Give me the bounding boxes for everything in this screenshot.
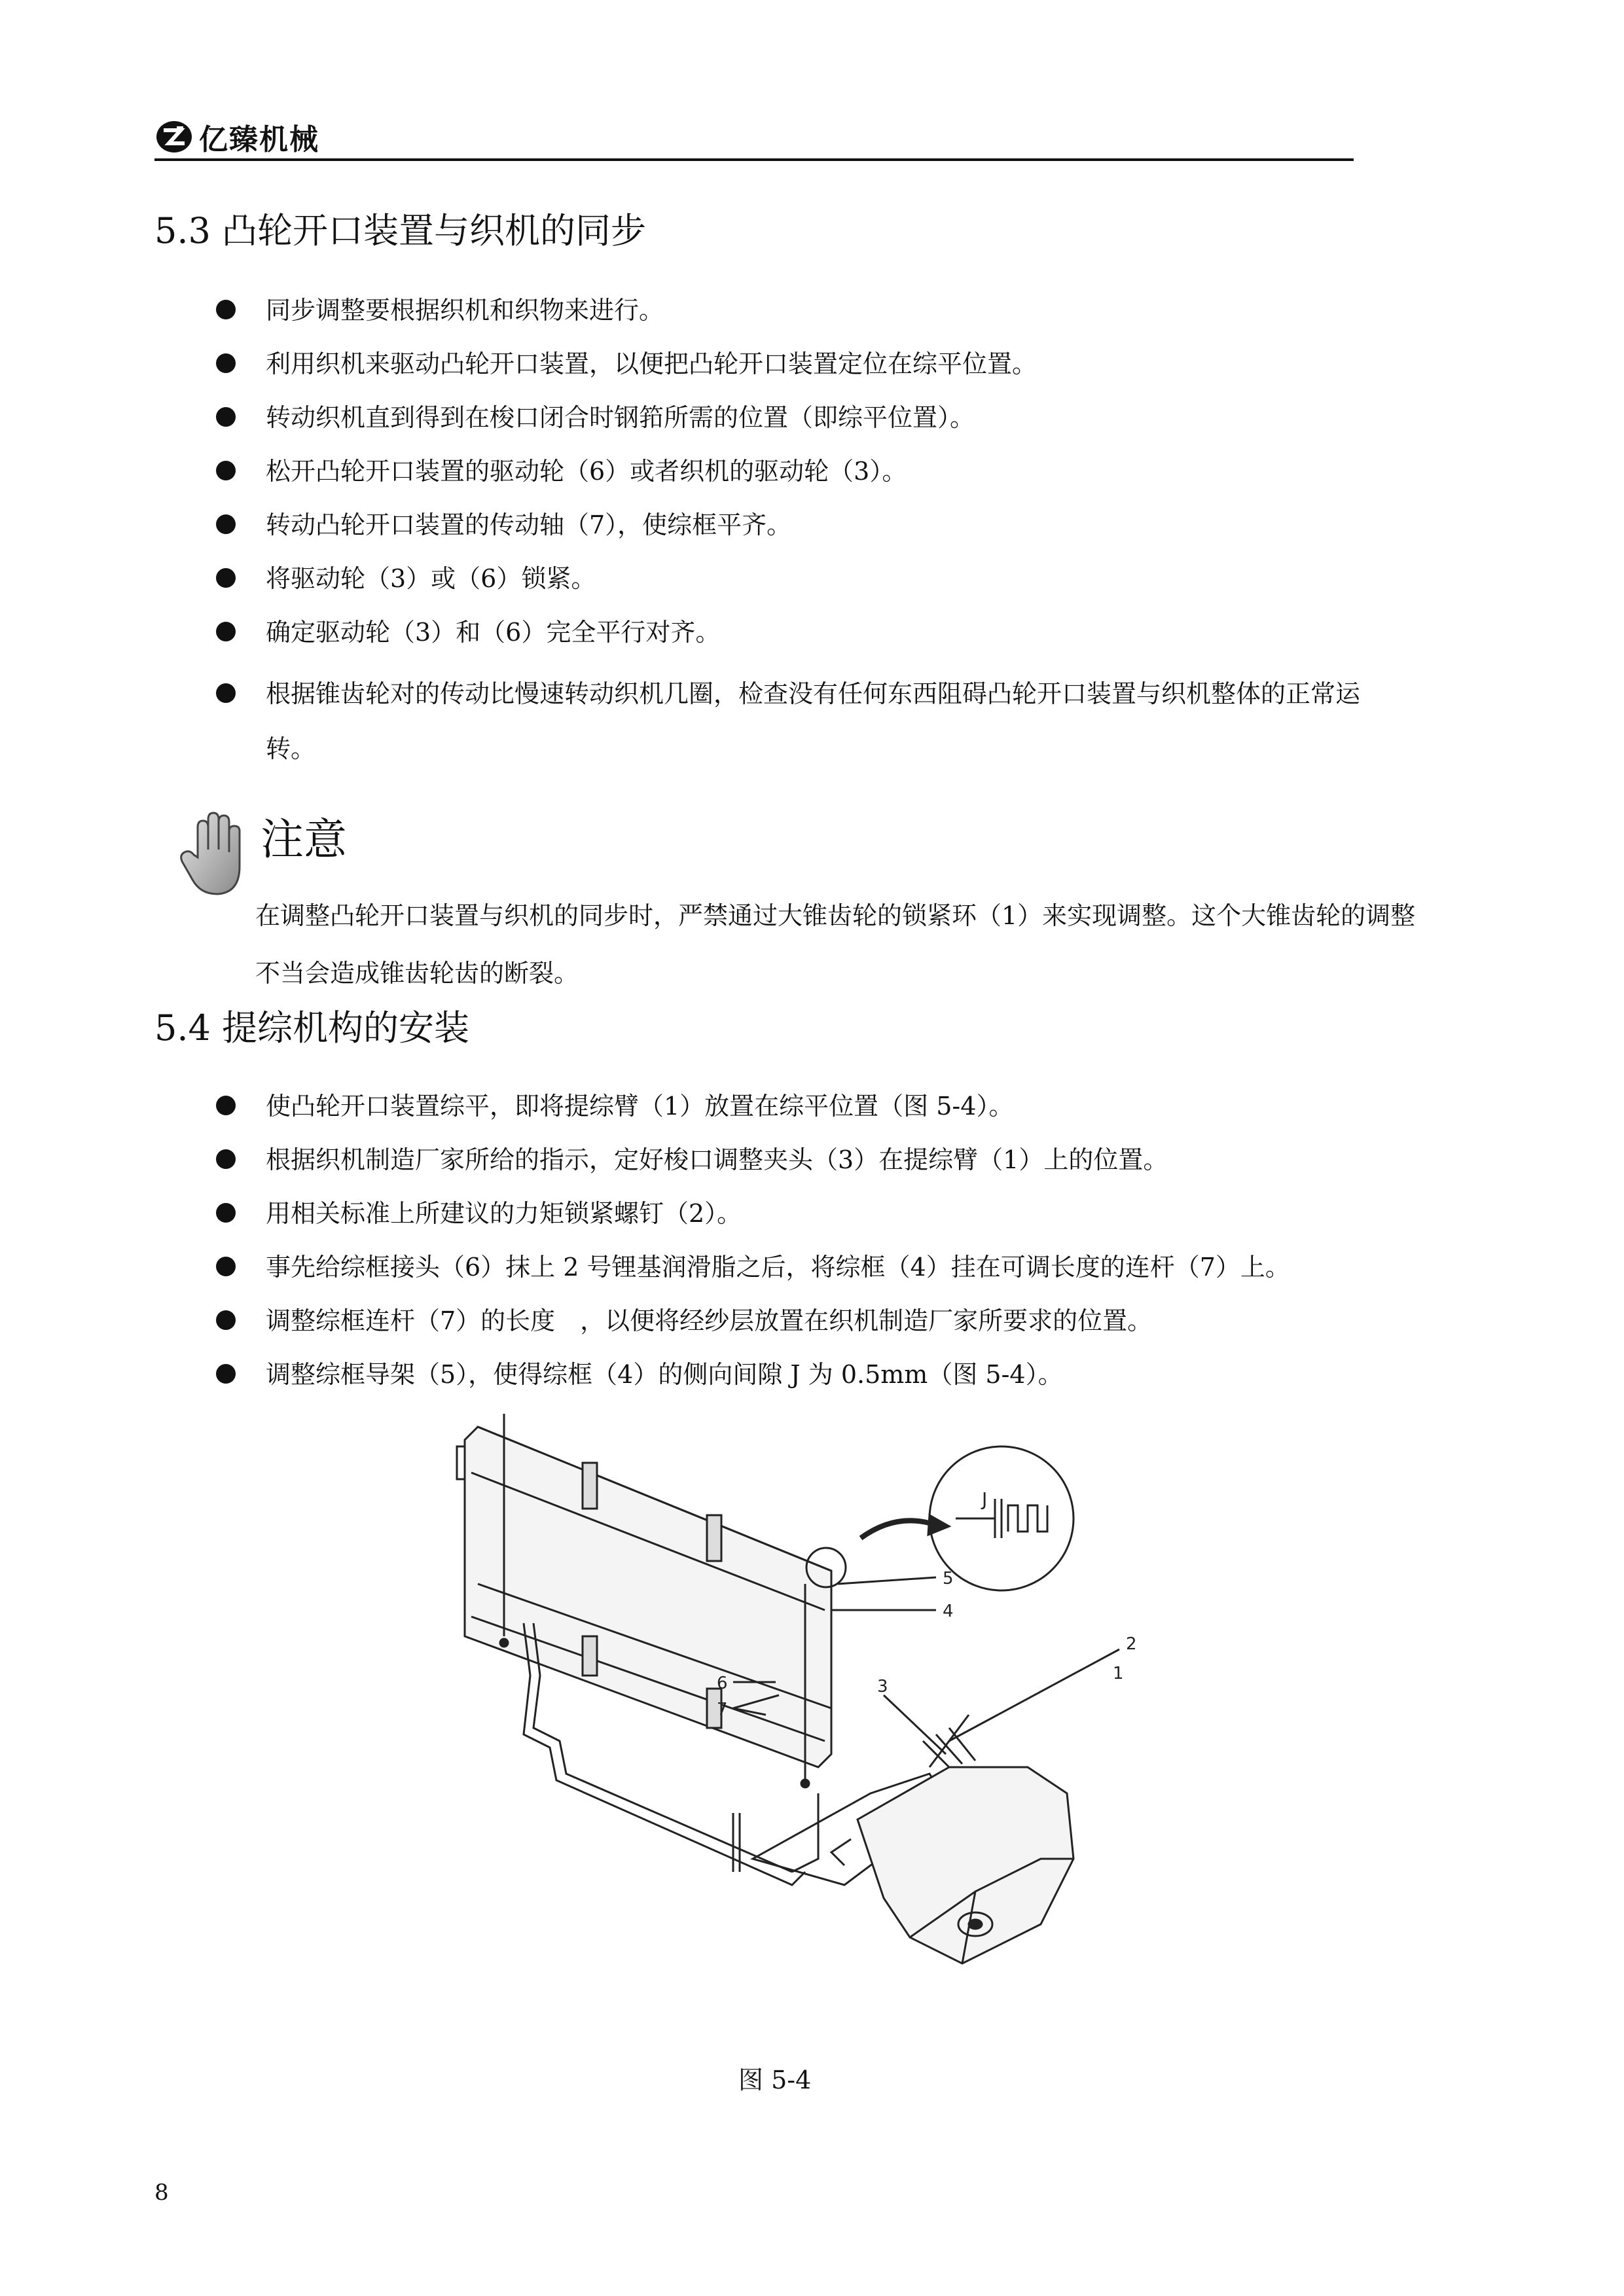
- detail-callout: [806, 1446, 1074, 1590]
- section-5-4-title: 5.4 提综机构的安装: [154, 1007, 470, 1049]
- list-item: 将驱动轮（3）或（6）锁紧。: [216, 559, 1407, 598]
- label-4: 4: [943, 1602, 954, 1621]
- list-item: 用相关标准上所建议的力矩锁紧螺钉（2）。: [216, 1194, 1407, 1233]
- page-header: [154, 113, 1354, 161]
- section-5-4-bullet-list: [216, 1086, 1407, 1394]
- page-number: 8: [154, 2179, 169, 2206]
- label-1: 1: [1113, 1664, 1124, 1683]
- note-title: 注意: [261, 814, 347, 865]
- list-item: 根据织机制造厂家所给的指示，定好梭口调整夹头（3）在提综臂（1）上的位置。: [216, 1140, 1407, 1179]
- figure-5-4-diagram: [452, 1401, 1211, 2062]
- bullet-icon: [216, 1149, 236, 1169]
- bullet-icon: [216, 568, 236, 588]
- bullet-icon: [216, 622, 236, 641]
- label-3: 3: [877, 1677, 888, 1696]
- list-item: 确定驱动轮（3）和（6）完全平行对齐。: [216, 613, 1407, 652]
- bullet-icon: [216, 1310, 236, 1330]
- list-item: 事先给综框接头（6）抹上 2 号锂基润滑脂之后，将综框（4）挂在可调长度的连杆（7）上。: [216, 1247, 1407, 1287]
- list-item: 同步调整要根据织机和织物来进行。: [216, 291, 1407, 330]
- bullet-icon: [216, 353, 236, 373]
- label-2: 2: [1126, 1634, 1137, 1654]
- hand-stop-icon: [178, 812, 250, 897]
- brand-logo: [154, 118, 319, 156]
- bullet-icon: [216, 683, 236, 703]
- brand-name: 亿臻机械: [199, 123, 319, 156]
- shed-box: [753, 1728, 1074, 1964]
- label-7: 7: [717, 1700, 728, 1719]
- label-6: 6: [717, 1674, 728, 1693]
- list-item: 利用织机来驱动凸轮开口装置，以便把凸轮开口装置定位在综平位置。: [216, 344, 1407, 384]
- list-item: 根据锥齿轮对的传动比慢速转动织机几圈，检查没有任何东西阻碍凸轮开口装置与织机整体的正常运转。: [216, 666, 1407, 776]
- list-item: 使凸轮开口装置综平，即将提综臂（1）放置在综平位置（图 5-4）。: [216, 1086, 1407, 1126]
- section-5-3-bullet-list: [216, 291, 1407, 776]
- heald-frame: [457, 1414, 831, 1787]
- bullet-icon: [216, 407, 236, 427]
- bullet-icon: [216, 1203, 236, 1223]
- section-5-3-title: 5.3 凸轮开口装置与织机的同步: [154, 210, 647, 251]
- bullet-icon: [216, 461, 236, 480]
- yizhen-logo-icon: [154, 118, 194, 155]
- label-5: 5: [943, 1569, 954, 1588]
- list-item: 松开凸轮开口装置的驱动轮（6）或者织机的驱动轮（3）。: [216, 452, 1407, 491]
- bullet-icon: [216, 1364, 236, 1384]
- list-item: 转动凸轮开口装置的传动轴（7），使综框平齐。: [216, 505, 1407, 545]
- list-item: 调整综框导架（5），使得综框（4）的侧向间隙 J 为 0.5mm（图 5-4）。: [216, 1355, 1407, 1394]
- bullet-icon: [216, 300, 236, 319]
- figure-caption: 图 5-4: [738, 2066, 812, 2094]
- bullet-icon: [216, 514, 236, 534]
- bullet-icon: [216, 1257, 236, 1276]
- bullet-icon: [216, 1096, 236, 1115]
- note-body: 在调整凸轮开口装置与织机的同步时，严禁通过大锥齿轮的锁紧环（1）来实现调整。这个大锥齿轮的调整不当会造成锥齿轮齿的断裂。: [255, 901, 1416, 988]
- list-item: 调整综框连杆（7）的长度 ，以便将经纱层放置在织机制造厂家所要求的位置。: [216, 1301, 1407, 1340]
- list-item: 转动织机直到得到在梭口闭合时钢筘所需的位置（即综平位置）。: [216, 398, 1407, 437]
- label-j: J: [982, 1488, 988, 1510]
